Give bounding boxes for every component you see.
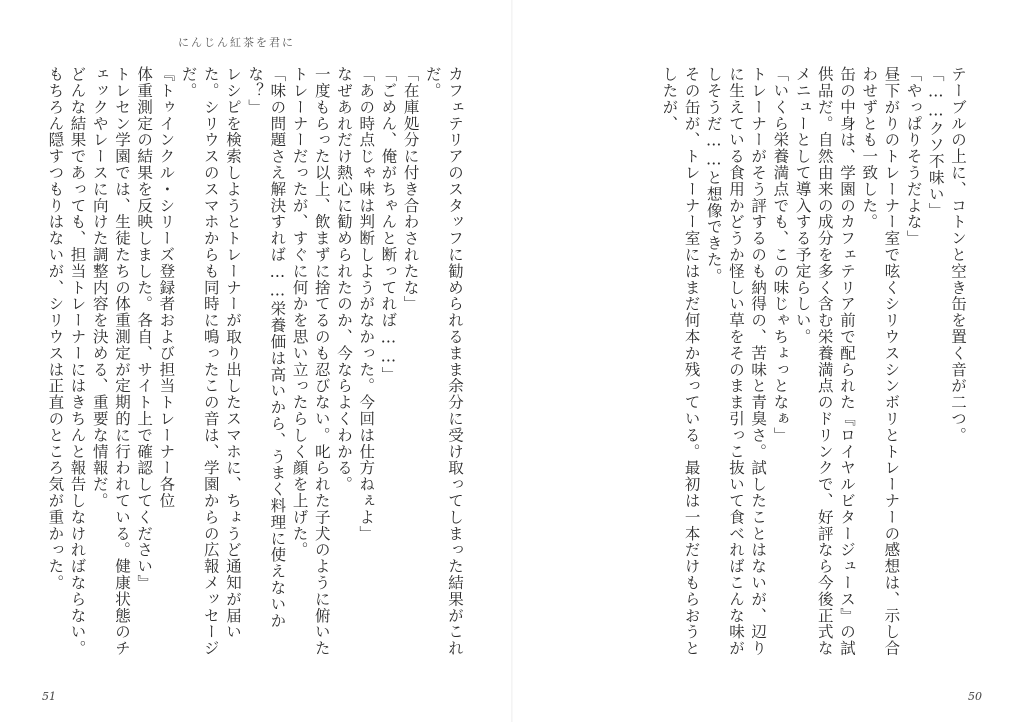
paragraph: カフェテリアのスタッフに勧められるまま余分に受け取ってしまった結果がこれだ。 [423,66,464,657]
paragraph: 「ごめん、俺がちゃんと断ってれば……」 [379,66,398,383]
paragraph: 一度もらった以上、飲まずに捨てるのも忍びない。叱られた子犬のように俯いたトレーナーだったが、すぐに何かを思い立ったらしく顔を上げた。 [290,66,331,657]
paragraph: トレセン学園では、生徒たちの体重測定が定期的に行われている。健康状態のチェックやレースに向けた調整内容を決める、重要な情報だ。 [90,66,131,657]
paragraph: 「在庫処分に付き合わされたな」 [401,66,420,312]
paragraph: 缶の中身は、学園のカフェテリア前で配られた『ロイヤルビタージュース』の試供品だ。自然由来の成分を多く含む栄養満点のドリンクで、好評なら今後正式なメニューとして導入する予定らしい。 [793,66,856,657]
paragraph: 「味の問題さえ解決すれば……栄養価は高いから、うまく料理に使えないかな？」 [246,66,287,629]
left-page-body [46,66,466,666]
paragraph: どんな結果であっても、担当トレーナーにはきちんと報告しなければならない。もちろん隠すつもりはないが、シリウスは正直のところ気が重かった。 [46,66,87,657]
paragraph: 「……クソ不味い」 [926,66,945,219]
paragraph: 『トゥインクル・シリーズ登録者および担当トレーナー各位 [157,66,176,509]
paragraph: 「あの時点じゃ味は判断しようがなかった。今回は仕方ねぇよ」 [357,66,376,542]
paragraph: なぜあれだけ熱心に勧められたのか、今ならよくわかる。 [334,66,353,493]
right-page [512,0,1024,722]
page-number: 50 [968,690,982,703]
paragraph: 「やっぱりそうだよな」 [904,66,923,247]
paragraph: トレーナーがそう評するのも納得の、苦味と青臭さ。試したことはないが、辺りに生えている食用かどうか怪しい草をそのまま引っこ抜いて食べればこんな味がしそうだ……と想像できた。 [704,66,768,657]
paragraph: その缶が、トレーナー室にはまだ何本か残っている。最初は一本だけもらおうとしたが、 [660,66,701,657]
paragraph: 体重測定の結果を反映しました。各自、サイト上で確認してください』 [135,66,154,591]
right-page-body [629,66,969,666]
paragraph: テーブルの上に、コトンと空き缶を置く音が二つ。 [949,66,967,444]
page-number: 51 [42,690,56,703]
paragraph: レシピを検索しようとトレーナーが取り出したスマホに、ちょうど通知が届いた。シリウスのスマホからも同時に鳴ったこの音は、学園からの広報メッセージだ。 [179,66,242,657]
paragraph: 「いくら栄養満点でも、この味じゃちょっとなぁ」 [771,66,790,444]
running-head: にんじん紅茶を君に [178,36,295,49]
paragraph: 昼下がりのトレーナー室で呟くシリウスシンボリとトレーナーの感想は、示し合わせずとも一致した。 [860,66,901,657]
